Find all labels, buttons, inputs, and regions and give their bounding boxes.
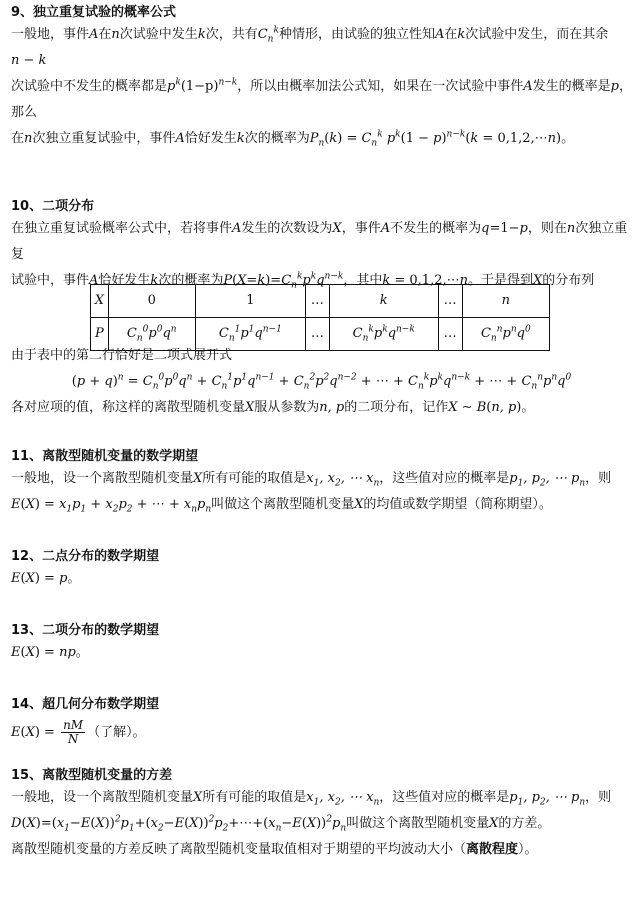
table-cell: $C_n^kp^kq^{n-k}$ bbox=[329, 318, 438, 351]
table-cell: … bbox=[438, 285, 462, 318]
section-11-line-1: 一般地，设一个离散型随机变量X所有可能的取值是$x_1$, $x_2$, ⋯ $x_n$，这些值对应的概率是$p_1$, $p_2$, ⋯ $p_n$，则 bbox=[11, 471, 612, 489]
table-cell: P bbox=[91, 318, 109, 351]
fraction: $\frac{nM}{N}$ bbox=[63, 718, 84, 746]
section-11 bbox=[11, 448, 632, 518]
table-cell: 1 bbox=[195, 285, 305, 318]
section-9-title: 9、独立重复试验的概率公式 bbox=[11, 5, 177, 20]
section-15-line-1: 一般地，设一个离散型随机变量X所有可能的取值是$x_1$, $x_2$, ⋯ $x_n$，这些值对应的概率是$p_1$, $p_2$, ⋯ $p_n$，则 bbox=[11, 790, 612, 808]
table-cell: k bbox=[329, 285, 438, 318]
section-12-formula: E(X) = p。 bbox=[11, 571, 81, 586]
section-10-line-4: 各对应项的值，称这样的离散型随机变量X服从参数为n, p的二项分布，记作X ∼ B(n, p)。 bbox=[11, 400, 535, 415]
section-15 bbox=[11, 767, 632, 863]
section-15-line-3: 离散型随机变量的方差反映了离散型随机变量取值相对于期望的平均波动大小（离散程度）。 bbox=[11, 842, 538, 857]
section-13-title: 13、二项分布的数学期望 bbox=[11, 623, 160, 638]
table-cell: $C_n^np^nq^0$ bbox=[462, 318, 549, 351]
table-cell: n bbox=[462, 285, 549, 318]
table-cell: … bbox=[305, 318, 329, 351]
section-15-line-2: $D(X)=(x_1-E(X))^2p_1+(x_2-E(X))^2p_2+\cdots+(x_n-E(X))^2p_n$叫做这个离散型随机变量X的方差。 bbox=[11, 814, 551, 834]
section-14-formula: E(X) = $\frac{nM}{N}$ （了解）。 bbox=[11, 718, 146, 746]
section-9-line-2: 次试验中不发生的概率都是$p^k(1-p)^{n-k}$，所以由概率加法公式知，如果在一次试验中事件A发生的概率是p，那么 bbox=[11, 77, 633, 120]
table-cell: X bbox=[91, 285, 109, 318]
section-10-continued bbox=[11, 343, 632, 421]
section-9 bbox=[11, 4, 632, 152]
section-13-formula: E(X) = np。 bbox=[11, 645, 89, 660]
table-cell: … bbox=[438, 318, 462, 351]
table-cell: … bbox=[305, 285, 329, 318]
section-10 bbox=[11, 198, 632, 294]
section-10-line-1: 在独立重复试验概率公式中，若将事件A发生的次数设为X，事件A不发生的概率为q=1−p，则在n次独立重复 bbox=[11, 221, 628, 262]
section-11-line-2: $E(X) = x_1p_1 + x_2p_2$ + ⋯ + $x_np_n$叫做这个离散型随机变量X的均值或数学期望（简称期望）。 bbox=[11, 497, 552, 515]
section-10-line-3: 由于表中的第二行恰好是二项式展开式 bbox=[11, 348, 233, 363]
section-10-line-2: 试验中，事件A恰好发生k次的概率为$P(X=k)=C_n^kp^kq^{n-k}$，其中k = 0,1,2,⋯n。于是得到X的分布列 bbox=[11, 271, 595, 291]
section-12-title: 12、二点分布的数学期望 bbox=[11, 549, 160, 564]
section-9-line-3: 在n次独立重复试验中，事件A恰好发生k次的概率为$P_n(k) = C_n^k$ $p^k(1 - p)^{n-k}(k$ = 0,1,2,⋯n)。 bbox=[11, 129, 575, 149]
binomial-expansion: $(p + q)^n = C_n^0p^0q^n + C_n^1p^1q^{n-1} + C_n^2p^2q^{n-2}$ + ⋯ + $C_n^kp^kq^{n-k}$ + ⋯ + $C_n^np^nq^0$ bbox=[71, 372, 572, 392]
section-14-title: 14、超几何分布数学期望 bbox=[11, 697, 160, 712]
section-15-title: 15、离散型随机变量的方差 bbox=[11, 768, 173, 783]
table-cell: 0 bbox=[108, 285, 195, 318]
table-cell: $C_n^0p^0q^n$ bbox=[108, 318, 195, 351]
section-14 bbox=[11, 696, 632, 752]
section-13 bbox=[11, 622, 632, 666]
section-10-title: 10、二项分布 bbox=[11, 199, 95, 214]
distribution-table bbox=[90, 284, 550, 351]
table-row bbox=[91, 285, 550, 318]
table-cell: $C_n^1p^1q^{n-1}$ bbox=[195, 318, 305, 351]
section-9-line-1: 一般地，事件A在n次试验中发生k次，共有$C_n^k$种情形，由试验的独立性知A在k次试验中发生，而在其余n − k bbox=[11, 25, 609, 68]
section-12 bbox=[11, 548, 632, 592]
section-11-title: 11、离散型随机变量的数学期望 bbox=[11, 449, 199, 464]
